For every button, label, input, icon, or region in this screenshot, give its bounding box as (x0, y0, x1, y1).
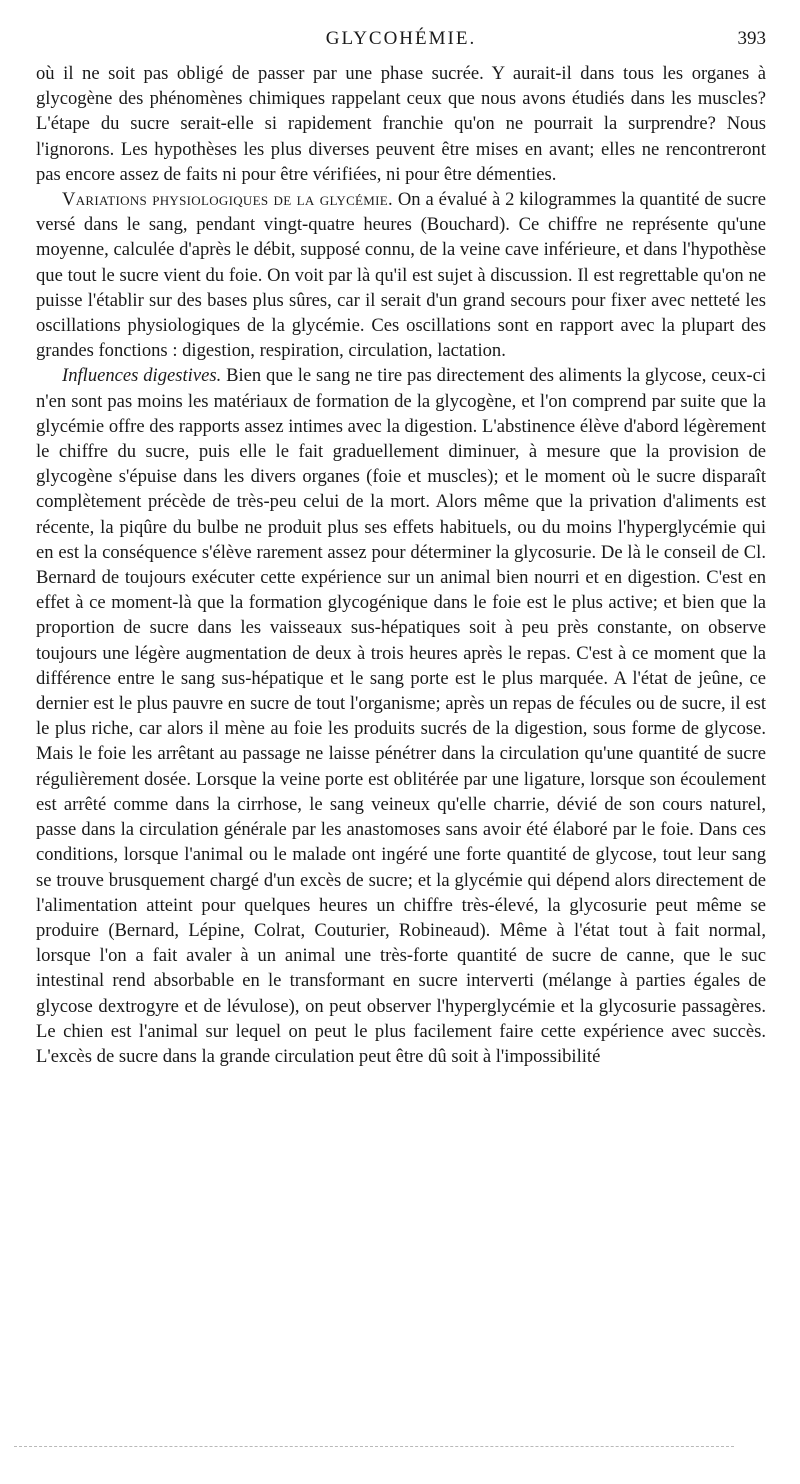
paragraph-text: On a évalué à 2 kilogrammes la quantité de sucre versé dans le sang, pendant vingt-quatre heures (Bouchard). Ce chiffre ne représente qu'une moyenne, calculée d'après le débit, supposé connu, de la veine cave inférieure, et dans l'hypothèse que tout le sucre vient du foie. On voit par là qu'il est sujet à discussion. Il est regrettable qu'on ne puisse l'établir sur des bases plus sûres, car il serait d'un grand secours pour fixer avec netteté les oscillations physiologiques de la glycémie. Ces oscillations sont en rapport avec la plupart des grandes fonctions : digestion, respiration, circulation, lactation. (36, 189, 766, 362)
paragraph-text: où il ne soit pas obligé de passer par une phase sucrée. Y aurait-il dans tous les organes à glycogène des phénomènes chimiques rappelant ceux que nous avons étudiés dans les muscles? L'étape du sucre serait-elle si rapidement franchie qu'on ne pourrait la surprendre? Nous l'ignorons. Les hypothèses les plus diverses peuvent être mises en avant; elles ne rencontreront pas encore assez de faits ni pour être vérifiées, ni pour être démenties. (36, 63, 766, 185)
bottom-dotted-rule (14, 1446, 734, 1447)
running-title: GLYCOHÉMIE. (325, 28, 477, 49)
section-heading-variations: Variations physiologiques de la glycémie. (62, 189, 393, 211)
paragraph-variations (36, 187, 766, 363)
paragraph-continuation (36, 61, 766, 187)
page-number: 393 (737, 28, 766, 49)
body-text (36, 61, 766, 1069)
page-header (36, 0, 766, 50)
paragraph-influences (36, 363, 766, 1069)
section-heading-influences: Influences digestives. (62, 365, 222, 387)
paragraph-text: Bien que le sang ne tire pas directement des aliments la glycose, ceux-ci n'en sont pas moins les matériaux de formation de la glycogène, et l'on comprend par suite que la glycémie offre des rapports assez intimes avec la digestion. L'abstinence élève d'abord légèrement le chiffre du sucre, puis elle le fait graduellement diminuer, à mesure que la provision de glycogène s'épuise dans les divers organes (foie et muscles); et le moment où le sucre disparaît complètement précède de très-peu celui de la mort. Alors même que la privation d'aliments est récente, la piqûre du bulbe ne produit plus ses effets habituels, ou du moins l'hyperglycémie qui en est la conséquence s'élève rarement assez pour déterminer la glycosurie. De là le conseil de Cl. Bernard de toujours exécuter cette expérience sur un animal bien nourri et en digestion. C'est en effet à ce moment-là que la formation glycogénique dans le foie est le plus active; et bien que la proportion de sucre dans les vaisseaux sus-hépatiques soit à peu près constante, on observe toujours une légère augmentation de deux à trois heures après le repas. C'est à ce moment que la différence entre le sang sus-hépatique et le sang porte est le plus marquée. A l'état de jeûne, ce dernier est le plus pauvre en sucre de tout l'organisme; après un repas de fécules ou de sucre, il est le plus riche, car alors il mène au foie les produits sucrés de la digestion, sous forme de glycose. Mais le foie les arrêtant au passage ne laisse pénétrer dans la circulation qu'une quantité de sucre régulièrement dosée. Lorsque la veine porte est oblitérée par une ligature, lorsque son écoulement est arrêté comme dans la cirrhose, le sang veineux qu'elle charrie, dévié de son cours naturel, passe dans la circulation générale par les anastomoses sans avoir été élaboré par le foie. Dans ces conditions, lorsque l'animal ou le malade ont ingéré une forte quantité de glycose, tout leur sang se trouve brusquement chargé d'un excès de sucre; et la glycémie qui dépend alors directement de l'alimentation atteint pour quelques heures un chiffre très-élevé, la glycosurie peut même se produire (Bernard, Lépine, Colrat, Couturier, Robineaud). Même à l'état tout à fait normal, lorsque l'on a fait avaler à un animal une très-forte quantité de sucre de canne, que le suc intestinal rend absorbable en le transformant en sucre interverti (mélange à parties égales de glycose dextrogyre et de lévulose), on peut observer l'hyperglycémie et la glycosurie passagères. Le chien est l'animal sur lequel on peut le plus facilement faire cette expérience avec succès. L'excès de sucre dans la grande circulation peut être dû soit à l'impossibilité (36, 365, 766, 1067)
document-page (36, 0, 766, 1484)
